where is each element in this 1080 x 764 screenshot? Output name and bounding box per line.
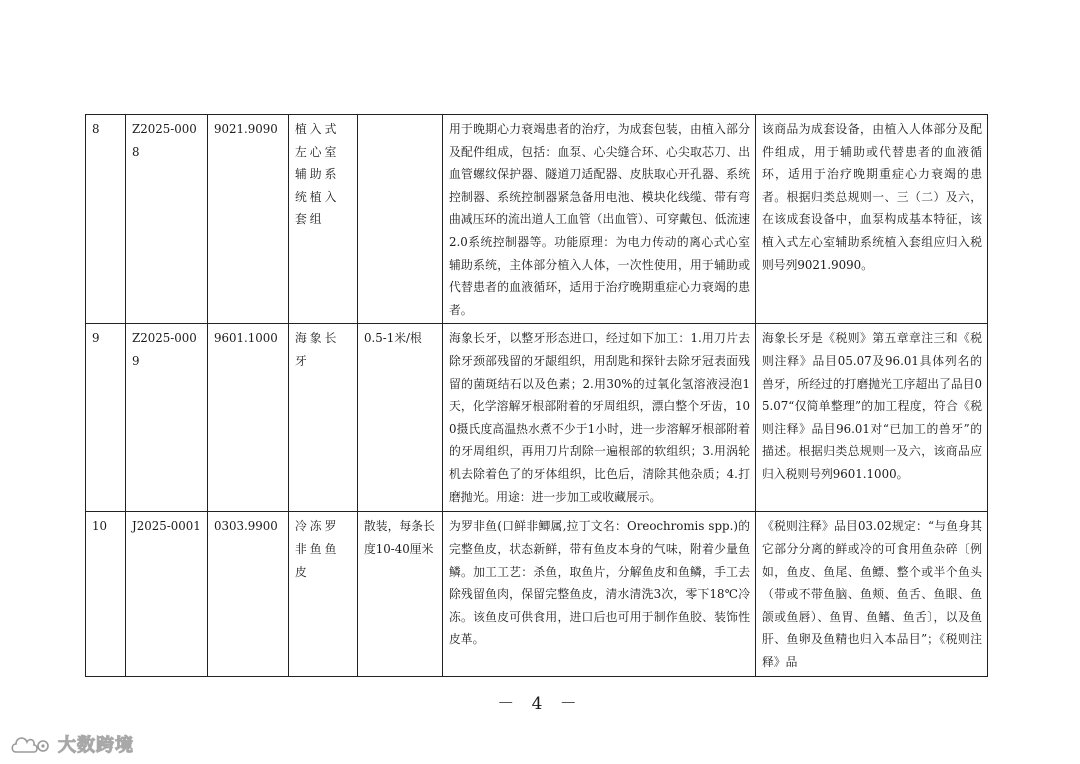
table-row <box>86 512 988 676</box>
product-description: 海象长牙，以整牙形态进口，经过如下加工：1.用刀片去除牙颈部残留的牙龈组织，用刮匙和探针去除牙冠表面残留的菌斑结石以及色素；2.用30%的过氧化氢溶液浸泡1天，化学溶解牙根部附着的牙周组织，漂白整个牙齿，100摄氏度高温热水煮不少于1小时，进一步溶解牙根部附着的牙周组织，再用刀片刮除一遍根部的软组织；3.用涡轮机去除着色了的牙体组织，比色后，清除其他杂质；4.打磨抛光。用途：进一步加工或收藏展示。 <box>443 324 756 512</box>
ruling-number: Z2025-0009 <box>126 324 208 512</box>
row-number: 8 <box>86 115 126 324</box>
product-spec: 散装，每条长度10-40厘米 <box>358 512 443 676</box>
product-spec: 0.5-1米/根 <box>358 324 443 512</box>
classification-reason: 该商品为成套设备，由植入人体部分及配件组成，用于辅助或代替患者的血液循环，适用于治疗晚期重症心力衰竭的患者。根据归类总规则一、三（二）及六，在该成套设备中，血泵构成基本特征，该植入式左心室辅助系统植入套组应归入税则号列9021.9090。 <box>756 115 988 324</box>
product-spec <box>358 115 443 324</box>
tariff-code: 0303.9900 <box>208 512 289 676</box>
tariff-code: 9601.1000 <box>208 324 289 512</box>
ruling-number: J2025-0001 <box>126 512 208 676</box>
product-description: 用于晚期心力衰竭患者的治疗，为成套包装，由植入部分及配件组成，包括：血泵、心尖缝合环、心尖取芯刀、出血管螺纹保护器、隧道刀适配器、皮肤取心开孔器、系统控制器、系统控制器紧急备用电池、模块化线缆、带有弯曲减压环的流出道人工血管（出血管）、可穿戴包、低流速2.0系统控制器等。功能原理：为电力传动的离心式心室辅助系统，主体部分植入人体，一次性使用，用于辅助或代替患者的血液循环，适用于治疗晚期重症心力衰竭的患者。 <box>443 115 756 324</box>
product-description: 为罗非鱼(口鲜非鲫属,拉丁文名：Oreochromis spp.)的完整鱼皮，状态新鲜，带有鱼皮本身的气味，附着少量鱼鳞。加工工艺：杀鱼，取鱼片，分解鱼皮和鱼鳞，手工去除残留鱼肉，保留完整鱼皮，清水清洗3次，零下18℃冷冻。该鱼皮可供食用，进口后也可用于制作鱼胶、装饰性皮革。 <box>443 512 756 676</box>
tariff-code: 9021.9090 <box>208 115 289 324</box>
product-name: 海象长牙 <box>289 324 358 512</box>
classification-reason: 海象长牙是《税则》第五章章注三和《税则注释》品目05.07及96.01具体列名的兽牙，所经过的打磨抛光工序超出了品目05.07“仅简单整理”的加工程度，符合《税则注释》品目96.01对“已加工的兽牙”的描述。根据归类总规则一及六，该商品应归入税则号列9601.1000。 <box>756 324 988 512</box>
classification-reason: 《税则注释》品目03.02规定：“与鱼身其它部分分离的鲜或冷的可食用鱼杂碎〔例如，鱼皮、鱼尾、鱼鳔、整个或半个鱼头（带或不带鱼脑、鱼颊、鱼舌、鱼眼、鱼颌或鱼唇）、鱼胃、鱼鳍、鱼舌〕，以及鱼肝、鱼卵及鱼精也归入本品目”；《税则注释》品 <box>756 512 988 676</box>
table-row <box>86 115 988 324</box>
row-number: 9 <box>86 324 126 512</box>
watermark <box>10 730 134 758</box>
product-name: 植入式左心室辅助系统植入套组 <box>289 115 358 324</box>
watermark-text: 大数跨境 <box>58 735 134 756</box>
ruling-table <box>85 114 988 677</box>
ruling-number: Z2025-0008 <box>126 115 208 324</box>
table-row <box>86 324 988 512</box>
row-number: 10 <box>86 512 126 676</box>
product-name: 冷冻罗非鱼鱼皮 <box>289 512 358 676</box>
cloud-logo-icon <box>10 732 54 756</box>
page-number: － 4 － <box>497 694 583 714</box>
